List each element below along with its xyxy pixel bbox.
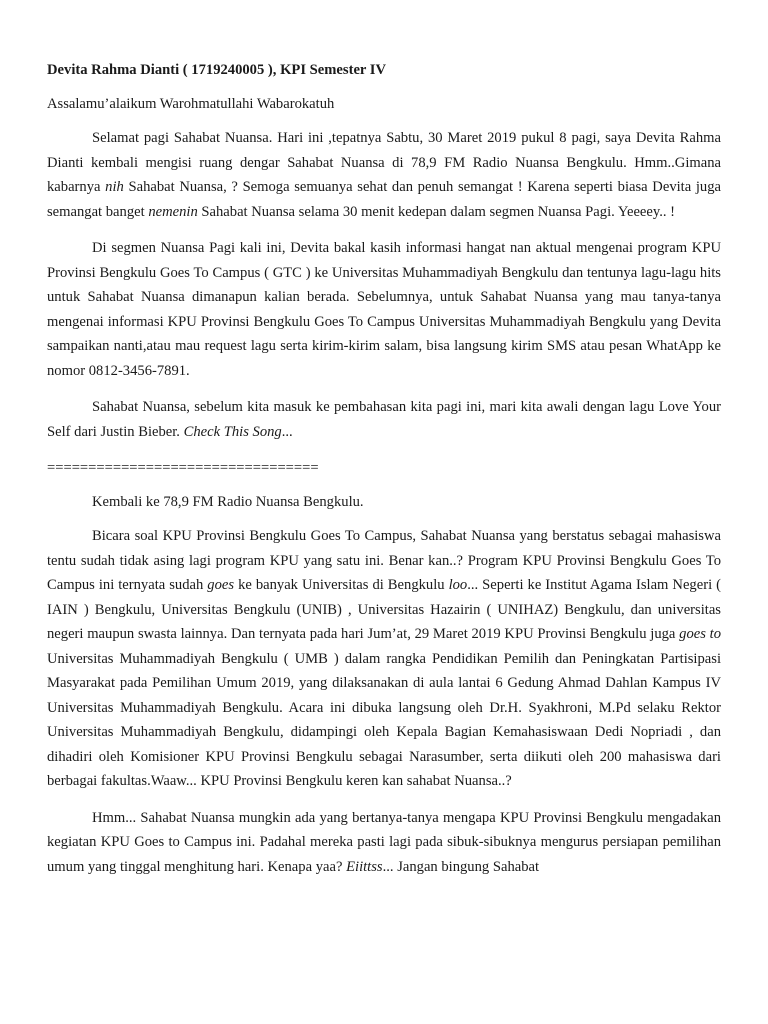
separator-line: ================================= xyxy=(47,460,319,476)
text-segment: Universitas Muhammadiyah Bengkulu ( UMB ) dalam rangka Pendidikan Pemilih dan Peningkatan Partisipasi Masyarakat pada Pemilihan Umum 2019, yang dilaksanakan di aula lantai 6 Gedung Ahmad Dahlan Kampus IV Universitas Muhammadiyah Bengkulu. Acara ini dibuka langsung oleh Dr.H. Syakhroni, M.Pd selaku Rektor Universitas Muhammadiyah Bengkulu, didampingi oleh Kepala Bagian Kemahasiswaan Dedi Nopriadi , dan dihadiri oleh Komisioner KPU Provinsi Bengkulu sebagai Narasumber, serta diikuti oleh 200 mahasiswa dari berbagai fakultas.Waaw... KPU Provinsi Bengkulu keren kan sahabat Nuansa..? xyxy=(47,650,721,789)
text-segment-italic: goes xyxy=(207,577,235,593)
text-segment: Sahabat Nuansa, sebelum kita masuk ke pembahasan kita pagi ini, mari kita awali dengan lagu Love Your Self dari Justin Bieber. xyxy=(47,399,721,440)
text-segment: Selamat pagi Sahabat Nuansa. Hari ini ,tepatnya Sabtu, 30 Maret 2019 pukul 8 pagi, saya Devita Rahma Dianti kembali mengisi ruang dengar Sahabat Nuansa di 78,9 FM Radio Nuansa Bengkulu. Hmm..Gimana kabarnya xyxy=(47,130,721,195)
text-segment: Sahabat Nuansa, ? Semoga semuanya sehat dan penuh semangat ! Karena seperti biasa Devita juga semangat banget xyxy=(47,179,721,220)
paragraph-segment-intro xyxy=(47,236,721,383)
text-segment: ... xyxy=(281,423,293,440)
text-segment: Di segmen Nuansa Pagi kali ini, Devita bakal kasih informasi hangat nan aktual mengenai program KPU Provinsi Bengkulu Goes To Campus ( GTC ) ke Universitas Muhammadiyah Bengkulu dan tentunya lagu-lagu hits untuk Sahabat Nuansa dimanapun kalian berada. Sebelumnya, untuk Sahabat Nuansa yang mau tanya-tanya mengenai informasi KPU Provinsi Bengkulu Goes To Campus Universitas Muhammadiyah Bengkulu yang Devita sampaikan nanti,atau mau request lagu serta kirim-kirim salam, bisa langsung kirim SMS atau pesan WhatApp ke nomor 0812-3456-7891. xyxy=(47,240,721,379)
text-segment-italic: nemenin xyxy=(148,203,198,220)
text-segment: Hmm... Sahabat Nuansa mungkin ada yang bertanya-tanya mengapa KPU Provinsi Bengkulu mengadakan kegiatan KPU Goes to Campus ini. Padahal mereka pasti lagi pada sibuk-sibuknya mengurus persiapan pemilihan umum yang tinggal menghitung hari. Kenapa yaa? xyxy=(47,809,721,875)
paragraph-opening xyxy=(47,126,721,224)
text-segment: Bicara soal KPU Provinsi Bengkulu Goes To Campus, Sahabat Nuansa yang berstatus sebagai mahasiswa tentu sudah tidak asing lagi program KPU yang satu ini. Benar kan..? Program KPU Provinsi Bengkulu Goes To Campus ini ternyata sudah xyxy=(47,528,721,593)
text-segment-italic: Check This Song xyxy=(183,423,282,440)
paragraph-why-question xyxy=(47,806,721,880)
text-segment: Sahabat Nuansa selama 30 menit kedepan dalam segmen Nuansa Pagi. Yeeeey.. ! xyxy=(197,203,676,220)
text-segment-italic: nih xyxy=(105,179,124,195)
text-segment: ... Jangan bingung Sahabat xyxy=(382,858,540,875)
text-segment: ke banyak Universitas di Bengkulu xyxy=(234,577,449,593)
greeting-line: Assalamu’alaikum Warohmatullahi Wabarokatuh xyxy=(47,96,335,112)
document-page xyxy=(47,58,721,891)
paragraph-song-intro xyxy=(47,395,721,444)
text-segment-italic: loo xyxy=(448,577,468,593)
document-heading: Devita Rahma Dianti ( 1719240005 ), KPI Semester IV xyxy=(47,62,386,78)
text-segment-italic: goes to xyxy=(679,626,721,642)
text-segment-italic: Eiittss xyxy=(346,858,383,875)
paragraph-gtc-details xyxy=(47,524,721,794)
return-line: Kembali ke 78,9 FM Radio Nuansa Bengkulu. xyxy=(92,494,364,510)
text-segment: ... Seperti ke Institut Agama Islam Negeri ( IAIN ) Bengkulu, Universitas Bengkulu (UNIB) , Universitas Hazairin ( UNIHAZ) Bengkulu, dan universitas negeri maupun swasta lainnya. Dan ternyata pada hari Jum’at, 29 Maret 2019 KPU Provinsi Bengkulu juga xyxy=(47,577,721,642)
